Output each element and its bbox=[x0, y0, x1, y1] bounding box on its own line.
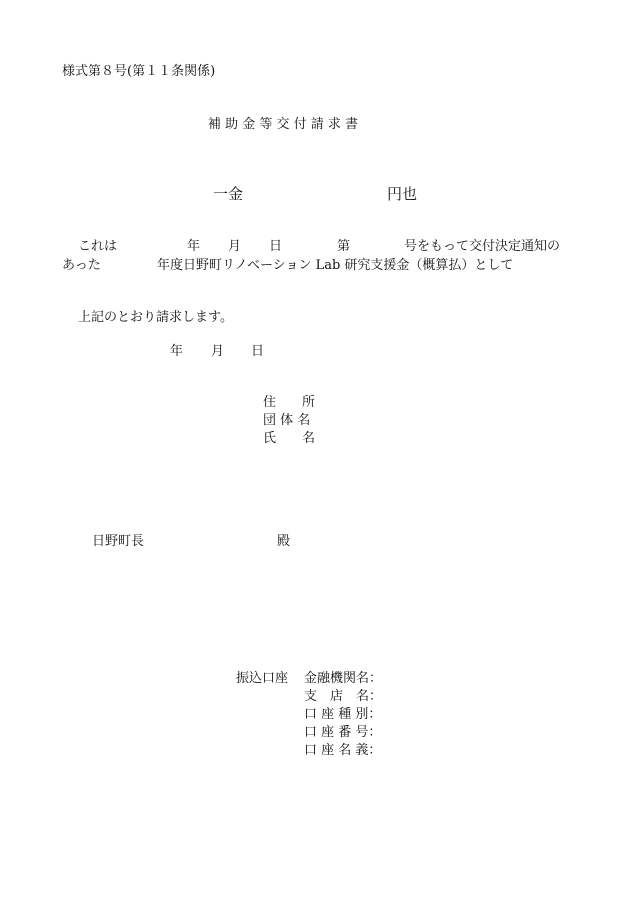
applicant-address-label: 住 所 bbox=[263, 395, 316, 410]
date-day: 日 bbox=[251, 344, 265, 359]
bank-account-type-label: 口 座 種 別： bbox=[304, 707, 382, 722]
applicant-org-label: 団 体 名 bbox=[263, 413, 311, 428]
document-title: 補 助 金 等 交 付 請 求 書 bbox=[208, 117, 359, 132]
bank-branch-label: 支 店 名： bbox=[304, 689, 383, 704]
body-line-1-day: 日 bbox=[269, 239, 283, 254]
date-month: 月 bbox=[211, 344, 225, 359]
body-line-1-intro: これは bbox=[78, 239, 118, 254]
applicant-name-label: 氏 名 bbox=[263, 431, 316, 446]
amount-suffix: 円也 bbox=[387, 185, 418, 203]
bank-account-number-label: 口 座 番 号： bbox=[304, 725, 382, 740]
body-line-2-ending: 年度日野町リノベーション Lab 研究支援金（概算払）として bbox=[157, 258, 514, 273]
bank-institution-label: 金融機関名： bbox=[304, 671, 383, 686]
bank-account-label: 振込口座 bbox=[236, 671, 289, 686]
date-year: 年 bbox=[170, 344, 184, 359]
addressee-honorific: 殿 bbox=[277, 534, 291, 549]
body-line-2-intro: あった bbox=[62, 258, 101, 273]
body-line-1-month: 月 bbox=[228, 239, 242, 254]
body-line-1-year: 年 bbox=[187, 239, 201, 254]
form-number: 様式第８号(第１１条関係) bbox=[62, 64, 216, 79]
request-text: 上記のとおり請求します。 bbox=[78, 310, 233, 325]
body-line-1-number-prefix: 第 bbox=[337, 239, 351, 254]
bank-account-holder-label: 口 座 名 義： bbox=[304, 743, 382, 758]
body-line-1-ending: 号をもって交付決定通知の bbox=[404, 239, 561, 254]
amount-prefix: 一金 bbox=[213, 185, 244, 203]
addressee-mayor: 日野町長 bbox=[92, 534, 145, 549]
